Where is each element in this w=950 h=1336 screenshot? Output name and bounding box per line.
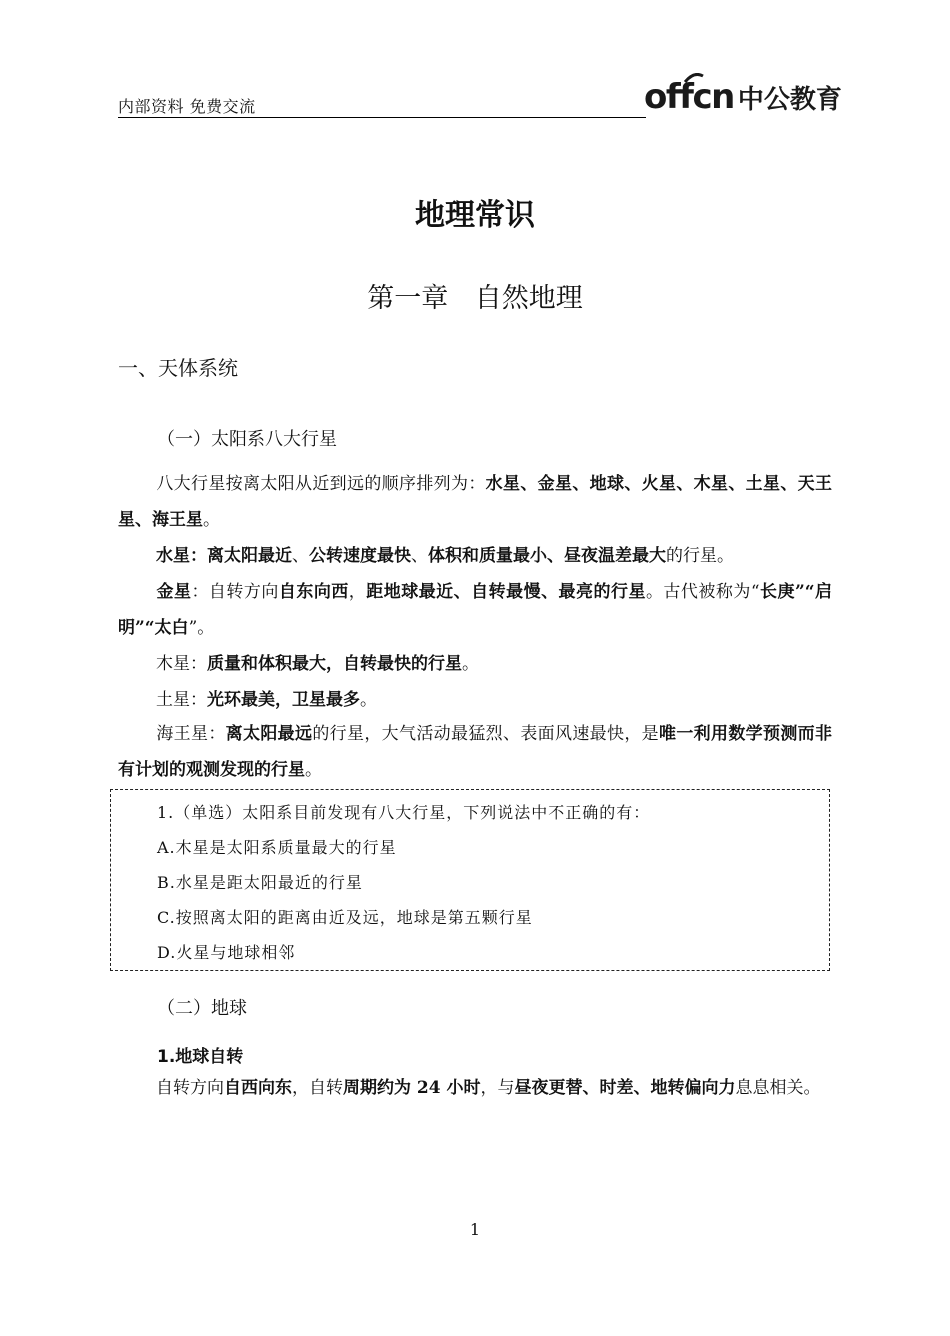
quiz-option-a: A.木星是太阳系质量最大的行星	[157, 838, 397, 857]
paragraph-earth-rotation: 自转方向自西向东，自转周期约为 24 小时，与昼夜更替、时差、地转偏向力息息相关。	[156, 1078, 821, 1098]
quiz-option-c: C.按照离太阳的距离由近及远，地球是第五颗行星	[157, 908, 533, 927]
paragraph-planet-order: 八大行星按离太阳从近到远的顺序排列为：水星、金星、地球、火星、木星、土星、天王星、海王星。	[118, 474, 833, 530]
page-title: 地理常识	[415, 198, 535, 233]
quiz-box	[110, 789, 830, 971]
paragraph-neptune: 海王星：离太阳最远的行星，大气活动最猛烈、表面风速最快，是唯一利用数学预测而非有计划的观测发现的行星。	[118, 724, 833, 780]
paragraph-saturn: 土星：光环最美，卫星最多。	[156, 690, 377, 710]
paragraph-mercury: 水星：离太阳最近、公转速度最快、体积和质量最小、昼夜温差最大的行星。	[156, 546, 734, 566]
offcn-logo	[644, 77, 842, 123]
paragraph-jupiter: 木星：质量和体积最大，自转最快的行星。	[156, 654, 479, 674]
heading-earth-rotation: 1.地球自转	[157, 1047, 244, 1067]
page-number: 1	[469, 1220, 481, 1239]
subsection-heading-planets: （一）太阳系八大行星	[157, 429, 337, 450]
chapter-title: 第一章 自然地理	[367, 283, 583, 314]
header-rule	[118, 117, 646, 118]
logo-en: offcn	[644, 77, 734, 117]
quiz-question: 1.（单选）太阳系目前发现有八大行星，下列说法中不正确的有：	[157, 803, 651, 822]
header-left-text: 内部资料 免费交流	[118, 97, 256, 116]
section-heading: 一、天体系统	[118, 356, 238, 380]
quiz-option-d: D.火星与地球相邻	[157, 943, 296, 962]
quiz-option-b: B.水星是距太阳最近的行星	[157, 873, 363, 892]
paragraph-venus: 金星：自转方向自东向西，距地球最近、自转最慢、最亮的行星。古代被称为“长庚”“启明”“太白”。	[118, 582, 833, 638]
logo-swoosh-icon	[684, 73, 704, 83]
logo-cn: 中公教育	[737, 85, 842, 115]
subsection-heading-earth: （二）地球	[157, 998, 247, 1019]
